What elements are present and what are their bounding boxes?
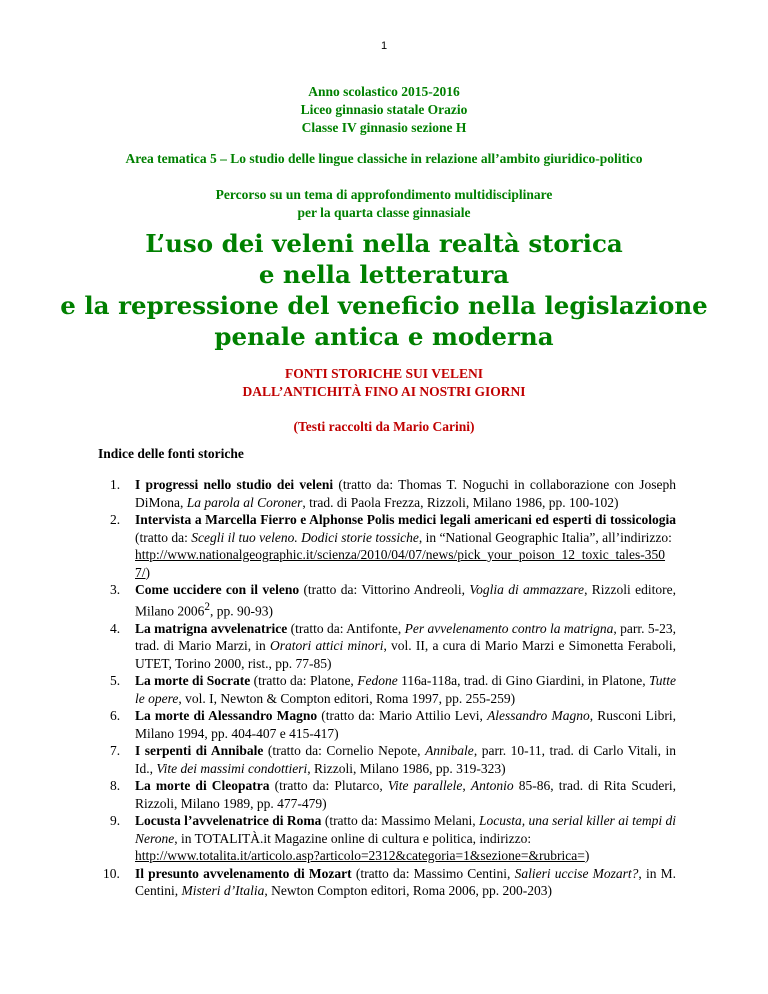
source-number: 10. — [103, 865, 120, 881]
source-citation: , parr. 10-11, trad. di Carlo Vitali, in Id., — [135, 743, 677, 776]
source-citation: (tratto da: Plutarco, — [269, 778, 388, 793]
source-citation: 85-86, trad. di Rita Scuderi, Rizzoli, Milano 1989, pp. 477-479) — [135, 778, 677, 811]
source-citation: (tratto da: Massimo Centini, — [351, 865, 515, 881]
source-number: 9. — [110, 813, 121, 828]
source-work-title: La parola al Coroner — [186, 494, 303, 510]
source-work-title: Voglia di ammazzare — [469, 582, 585, 597]
thematic-area: Area tematica 5 – Lo studio delle lingue classiche in relazione all’ambito giuridico-politico — [125, 151, 643, 166]
source-citation: (tratto da: Platone, — [250, 673, 358, 688]
source-title: La morte di Alessandro Magno — [135, 708, 318, 723]
title-line-4: penale antica e moderna — [214, 322, 554, 351]
source-citation: 116a-118a, trad. di Gino Giardini, in Platone, — [397, 673, 649, 688]
source-number: 1. — [110, 477, 121, 492]
index-heading: Indice delle fonti storiche — [98, 446, 244, 461]
source-citation: (tratto da: Massimo Melani, — [321, 813, 479, 828]
source-title: La matrigna avvelenatrice — [135, 620, 288, 636]
source-work-title: Locusta, una serial killer ai tempi di Nerone — [135, 813, 676, 846]
class-name: Classe IV ginnasio sezione H — [301, 120, 467, 135]
source-url[interactable]: http://www.totalita.it/articolo.asp?articolo=2312&categoria=1&sezione=&rubrica= — [135, 848, 585, 863]
school-header — [0, 83, 768, 137]
school-year: Anno scolastico 2015-2016 — [308, 84, 460, 99]
source-number: 2. — [110, 512, 121, 527]
source-citation: (tratto da: Cornelio Nepote, — [263, 743, 426, 758]
source-number: 5. — [110, 673, 121, 688]
source-work-title: Scegli il tuo veleno. Dodici storie tossiche — [191, 529, 419, 545]
source-citation: ) — [584, 848, 590, 863]
source-work-title: Per avvelenamento contro la matrigna — [404, 620, 614, 636]
course-line-1: Percorso su un tema di approfondimento multidisciplinare — [215, 187, 553, 202]
source-item — [0, 511, 768, 581]
source-number: 3. — [110, 582, 121, 597]
school-name: Liceo ginnasio statale Orazio — [300, 102, 468, 117]
section-heading-line-2: DALL’ANTICHITÀ FINO AI NOSTRI GIORNI — [242, 384, 526, 399]
source-number: 6. — [110, 708, 121, 723]
source-work-title: Misteri d’Italia — [181, 883, 265, 898]
source-citation: , Rizzoli, Milano 1986, pp. 319-323) — [307, 760, 506, 776]
source-item — [0, 620, 768, 673]
source-citation: , trad. di Paola Frezza, Rizzoli, Milano 1986, pp. 100-102) — [302, 494, 619, 510]
source-title: Come uccidere con il veleno — [135, 582, 300, 597]
source-title: Il presunto avvelenamento di Mozart — [135, 865, 352, 881]
source-citation: , pp. 90-93) — [210, 603, 273, 618]
page-number: 1 — [380, 40, 388, 52]
source-item — [0, 672, 768, 707]
title-line-3: e la repressione del veneficio nella legislazione — [60, 291, 708, 320]
source-title: Intervista a Marcella Fierro e Alphonse Polis medici legali americani ed esperti di tossicologia — [135, 512, 676, 527]
source-work-title: Fedone — [357, 673, 398, 688]
source-title: La morte di Socrate — [135, 673, 251, 688]
source-number: 8. — [110, 778, 121, 793]
source-number: 4. — [110, 620, 121, 636]
source-citation: , in “National Geographic Italia”, all’indirizzo: — [418, 529, 672, 545]
source-citation: (tratto da: Vittorino Andreoli, — [299, 582, 470, 597]
source-work-title: Oratori attici minori — [270, 638, 384, 653]
source-citation: , vol. I, Newton & Compton editori, Roma 1997, pp. 255-259) — [178, 690, 516, 706]
source-citation: , in M. Centini, — [135, 865, 677, 898]
source-item — [0, 777, 768, 812]
source-url[interactable]: http://www.nationalgeographic.it/scienza/2010/04/07/news/pick_your_poison_12_toxic_tales-3507/ — [135, 547, 666, 580]
source-title: Locusta l’avvelenatrice di Roma — [135, 813, 322, 828]
source-work-title: Salieri uccise Mozart? — [514, 865, 639, 881]
source-item — [0, 581, 768, 620]
source-citation: , Rusconi Libri, Milano 1994, pp. 404-407 e 415-417) — [135, 708, 676, 741]
course-description — [0, 186, 768, 222]
source-citation: (tratto da: Mario Attilio Levi, — [317, 708, 488, 723]
source-work-title: Vite parallele — [387, 778, 463, 793]
source-work-title: Antonio — [470, 778, 514, 793]
source-citation: , Newton Compton editori, Roma 2006, pp. 200-203) — [264, 883, 552, 898]
editor-credit: (Testi raccolti da Mario Carini) — [293, 419, 475, 434]
source-work-title: Alessandro Magno — [487, 708, 590, 723]
source-citation: (tratto da: Antifonte, — [287, 620, 405, 636]
section-heading-line-1: FONTI STORICHE SUI VELENI — [285, 366, 483, 381]
source-citation: , parr. 5-23, trad. di Mario Marzi, in — [135, 620, 677, 653]
source-item — [0, 476, 768, 511]
source-citation: , Rizzoli editore, Milano 2006 — [135, 582, 676, 618]
source-citation: (tratto da: Thomas T. Noguchi in collaborazione con Joseph DiMona, — [135, 477, 676, 510]
source-title: I progressi nello studio dei veleni — [135, 477, 334, 492]
title-line-1: L’uso dei veleni nella realtà storica — [145, 229, 623, 258]
section-heading — [0, 365, 768, 401]
title-line-2: e nella letteratura — [258, 260, 510, 289]
source-citation: ) — [145, 564, 151, 580]
source-item — [0, 865, 768, 900]
source-citation: , vol. II, a cura di Mario Marzi e Simonetta Feraboli, UTET, Torino 2000, rist., pp. 77-85) — [135, 638, 676, 671]
source-citation: , — [462, 778, 471, 793]
source-title: La morte di Cleopatra — [135, 778, 270, 793]
sources-list — [0, 476, 768, 900]
source-item — [0, 742, 768, 777]
document-title — [0, 228, 768, 352]
source-item — [0, 707, 768, 742]
source-citation: , in TOTALITÀ.it Magazine online di cultura e politica, indirizzo: — [174, 830, 532, 846]
source-work-title: Vite dei massimi condottieri — [156, 760, 308, 776]
source-work-title: Tutte le opere — [135, 673, 677, 706]
source-edition: 2 — [204, 600, 210, 613]
source-number: 7. — [110, 743, 121, 758]
course-line-2: per la quarta classe ginnasiale — [297, 205, 471, 220]
source-item — [0, 812, 768, 865]
source-title: I serpenti di Annibale — [135, 743, 264, 758]
source-citation: (tratto da: — [135, 529, 192, 545]
source-work-title: Annibale — [425, 743, 474, 758]
